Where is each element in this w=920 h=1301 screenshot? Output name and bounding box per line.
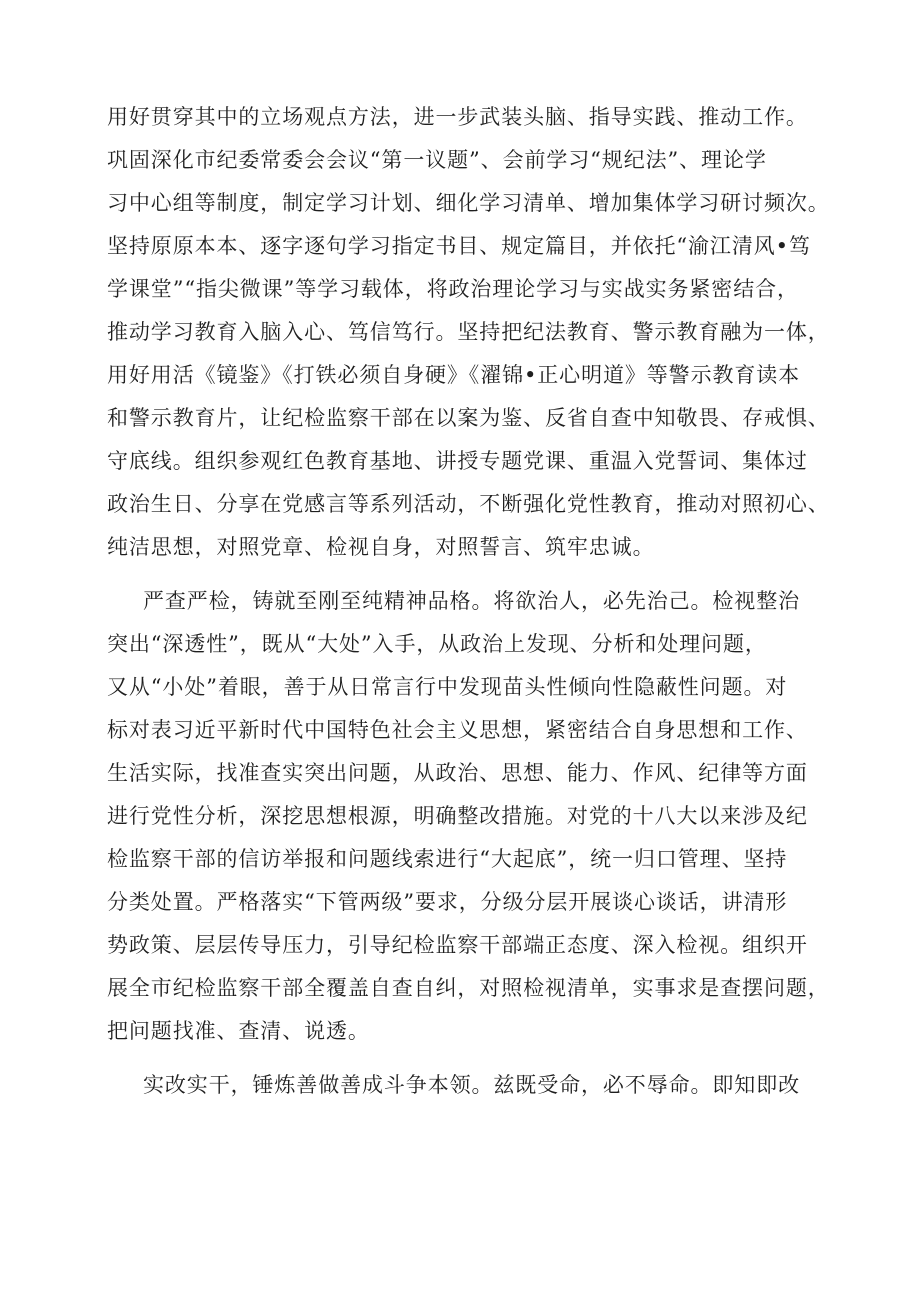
body-text [107, 96, 867, 1107]
text-line: 进行党性分析，深挖思想根源，明确整改措施。对党的十八大以来涉及纪 [107, 804, 808, 828]
text-line: 分类处置。严格落实“下管两级”要求，分级分层开展谈心谈话，讲清形 [107, 890, 788, 914]
paragraph-first-line: 实改实干，锤炼善做善成斗争本领。兹既受命，必不辱命。即知即改 [143, 1073, 800, 1097]
text-line: 纯洁思想，对照党章、检视自身，对照誓言、筑牢忠诚。 [107, 535, 655, 559]
text-line: 标对表习近平新时代中国特色社会主义思想，紧密结合自身思想和工作、 [107, 718, 808, 742]
text-line: 检监察干部的信访举报和问题线索进行“大起底”，统一归口管理、坚持 [107, 847, 788, 871]
text-line: 政治生日、分享在党感言等系列活动，不断强化党性教育，推动对照初心、 [107, 492, 830, 516]
text-line: 展全市纪检监察干部全覆盖自查自纠，对照检视清单，实事求是查摆问题， [107, 976, 830, 1000]
text-line: 势政策、层层传导压力，引导纪检监察干部端正态度、深入检视。组织开 [107, 933, 808, 957]
text-line: 用好用活《镜鉴》《打铁必须自身硬》《濯锦•正心明道》等警示教育读本 [107, 363, 801, 387]
text-line: 推动学习教育入脑入心、笃信笃行。坚持把纪法教育、警示教育融为一体， [107, 320, 830, 344]
text-line: 又从“小处”着眼，善于从日常言行中发现苗头性倾向性隐蔽性问题。对 [107, 675, 788, 699]
text-line: 习中心组等制度，制定学习计划、细化学习清单、增加集体学习研讨频次。 [107, 191, 830, 215]
text-line: 生活实际，找准查实突出问题，从政治、思想、能力、作风、纪律等方面 [107, 761, 808, 785]
text-line: 和警示教育片，让纪检监察干部在以案为鉴、反省自查中知敬畏、存戒惧、 [107, 406, 830, 430]
text-line: 巩固深化市纪委常委会会议“第一议题”、会前学习“规纪法”、理论学 [107, 148, 767, 172]
paragraph-gap [107, 1053, 867, 1064]
text-line: 把问题找准、查清、说透。 [107, 1019, 370, 1043]
text-line: 学课堂”“指尖微课”等学习载体，将政治理论学习与实战实务紧密结合， [107, 277, 799, 301]
paragraph-first-line: 严查严检，铸就至刚至纯精神品格。将欲治人，必先治己。检视整治 [143, 589, 800, 613]
text-line: 坚持原原本本、逐字逐句学习指定书目、规定篇目，并依托“渝江清风•笃 [107, 234, 811, 258]
text-line: 用好贯穿其中的立场观点方法，进一步武装头脑、指导实践、推动工作。 [107, 105, 808, 129]
paragraph-gap [107, 569, 867, 580]
text-line: 突出“深透性”，既从“大处”入手，从政治上发现、分析和处理问题， [107, 632, 767, 656]
text-line: 守底线。组织参观红色教育基地、讲授专题党课、重温入党誓词、集体过 [107, 449, 808, 473]
